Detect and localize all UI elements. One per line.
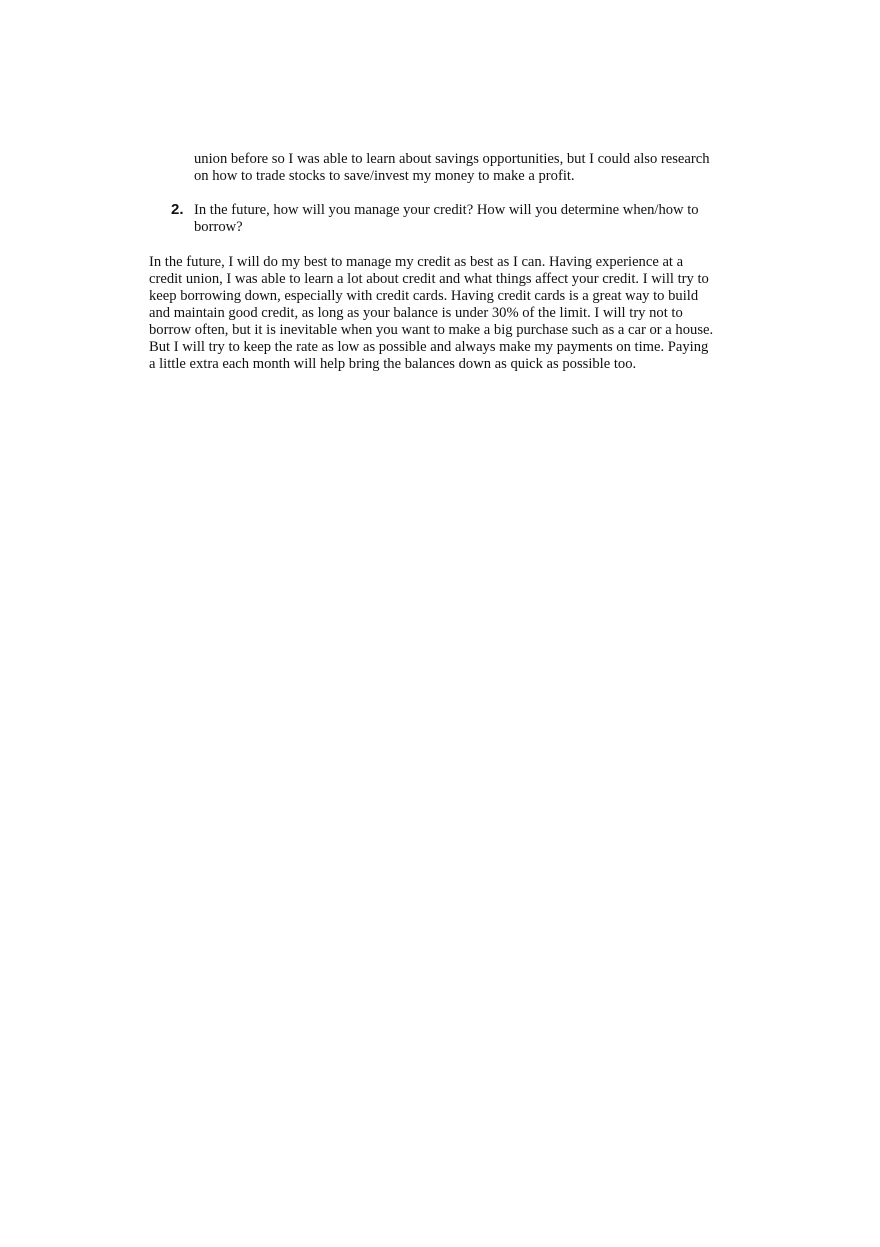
continuation-line: on how to trade stocks to save/invest my money to make a profit.: [194, 168, 575, 184]
answer-line: But I will try to keep the rate as low as possible and always make my payments on time. Paying: [149, 339, 709, 355]
answer-line: keep borrowing down, especially with credit cards. Having credit cards is a great way to build: [149, 288, 699, 304]
question-text: [194, 202, 734, 236]
answer-line: a little extra each month will help bring the balances down as quick as possible too.: [149, 356, 637, 372]
answer-line: In the future, I will do my best to manage my credit as best as I can. Having experience at a: [149, 254, 684, 270]
continuation-line: union before so I was able to learn about savings opportunities, but I could also research: [194, 151, 710, 167]
answer-line: borrow often, but it is inevitable when you want to make a big purchase such as a car or a house.: [149, 322, 714, 338]
answer-line: and maintain good credit, as long as your balance is under 30% of the limit. I will try not to: [149, 305, 683, 321]
question-number: 2.: [171, 201, 184, 218]
question-line: In the future, how will you manage your credit? How will you determine when/how to: [194, 202, 699, 218]
answer-paragraph: [149, 254, 749, 373]
continuation-paragraph: [194, 151, 754, 185]
question-line: borrow?: [194, 219, 243, 235]
answer-line: credit union, I was able to learn a lot about credit and what things affect your credit. I will try to: [149, 271, 709, 287]
